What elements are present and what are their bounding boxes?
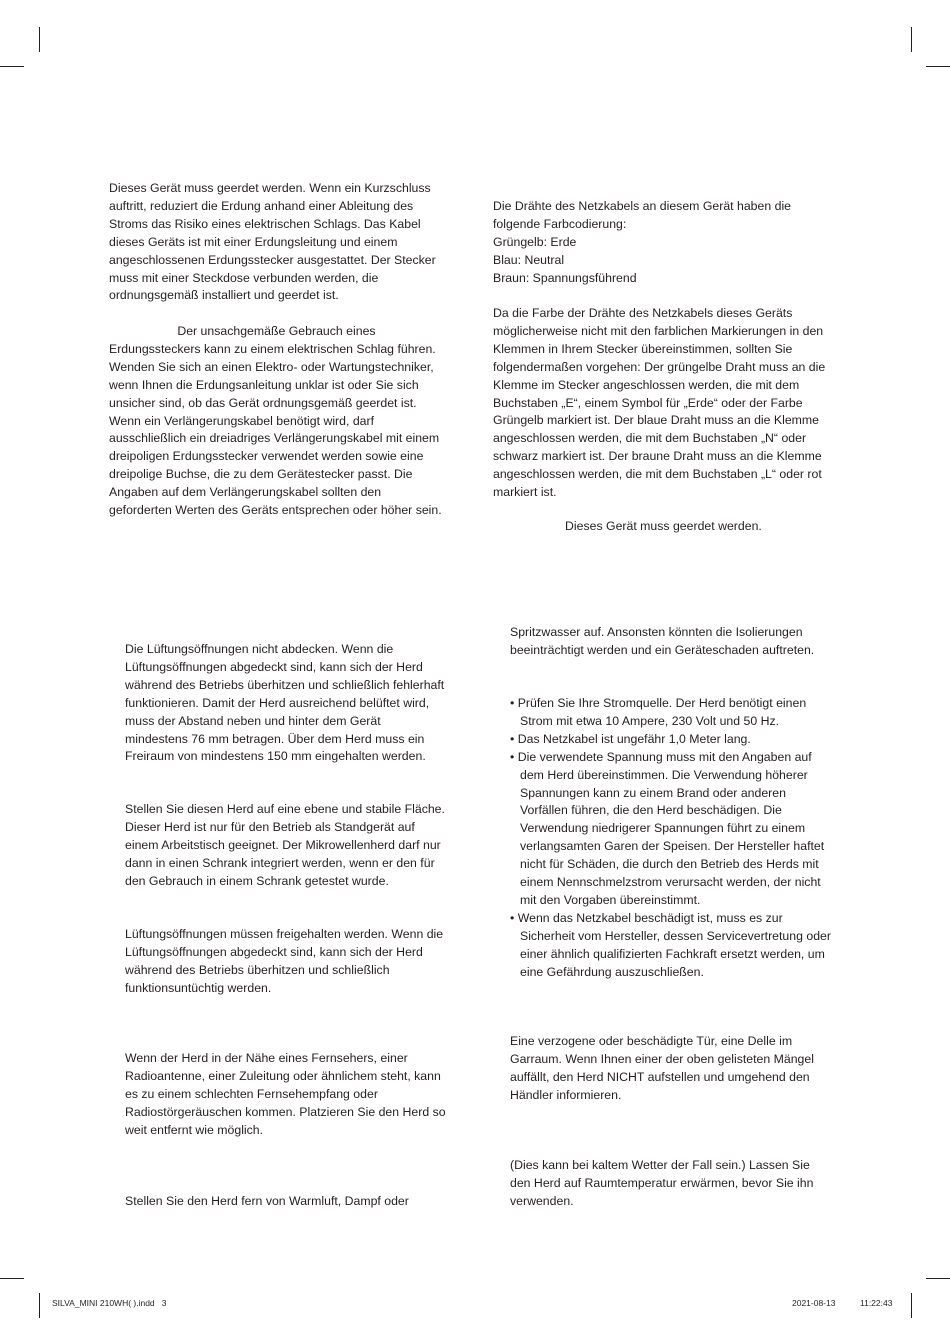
crop-mark-top-left-vertical [39, 27, 40, 52]
heat-steam-paragraph: Stellen Sie den Herd fern von Warmluft, Dampf oder [125, 1194, 409, 1208]
crop-mark-top-right-horizontal [926, 66, 950, 67]
ventilation-clearance-paragraph: Die Lüftungsöffnungen nicht abdecken. Wenn die Lüftungsöffnungen abgedeckt sind, kann sich der Herd während des Betriebs überhitzen und schließlich fehlerhaft funktionieren. Damit der Herd ausreichend belüftet wird, muss der Abstand neben und hinter dem Gerät mindestens 76 mm betragen. Über dem Herd muss ein Freiraum von mindestens 150 mm eingehalten werden. [125, 642, 445, 764]
crop-mark-bottom-left-vertical [39, 1293, 40, 1318]
grounding-instruction-paragraph: Dieses Gerät muss geerdet werden. Wenn ein Kurzschluss auftritt, reduziert die Erdung anhand einer Ableitung des Stroms das Risiko eines elektrischen Schlags. Das Kabel dieses Geräts ist mit einer Erdungsleitung und einem angeschlossenen Erdungsstecker ausgestattet. Der Stecker muss mit einer Steckdose verbunden werden, die ordnungsgemäß installiert und geerdet ist. [109, 181, 436, 303]
list-item: • Das Netzkabel ist ungefähr 1,0 Meter lang. [510, 731, 751, 746]
cold-weather-paragraph: (Dies kann bei kaltem Wetter der Fall sein.) Lassen Sie den Herd auf Raumtemperatur erwärmen, bevor Sie ihn verwenden. [510, 1158, 814, 1208]
slug-time: 11:22:43 [860, 1298, 893, 1308]
wire-connection-paragraph: Da die Farbe der Drähte des Netzkabels dieses Geräts möglicherweise nicht mit den farblichen Markierungen in den Klemmen in Ihrem Stecker übereinstimmen, sollten Sie folgendermaßen vorgehen: Der grüngelbe Draht muss an die Klemme im Stecker angeschlossen werden, die mit dem Buchstaben „E“, einem Symbol für „Erde“ oder der Farbe Grüngelb markiert ist. Der blaue Draht muss an die Klemme angeschlossen werden, die mit dem Buchstaben „N“ oder schwarz markiert ist. Der braune Draht muss an die Klemme angeschlossen werden, die mit dem Buchstaben „L“ oder rot markiert ist. [493, 306, 826, 500]
splash-water-paragraph: Spritzwasser auf. Ansonsten könnten die Isolierungen beeinträchtigt werden und ein Geräteschaden auftreten. [510, 625, 815, 657]
crop-mark-top-right-vertical [911, 27, 912, 52]
crop-mark-bottom-right-horizontal [926, 1278, 950, 1279]
list-item: • Die verwendete Spannung muss mit den Angaben auf dem Herd übereinstimmen. Die Verwendung höherer Spannungen kann zu einem Brand oder anderen Vorfällen führen, die den Herd beschädigen. Die Verwendung niedrigerer Spannungen führt zu einem verlangsamten Garen der Speisen. Der Hersteller haftet nicht für Schäden, die durch den Betrieb des Herds mit einem Nennschmelzstrom verursacht werden, der nicht mit den Vorgaben übereinstimmt. [510, 749, 825, 907]
crop-mark-bottom-right-vertical [911, 1293, 912, 1318]
interference-paragraph: Wenn der Herd in der Nähe eines Fernsehers, einer Radioantenne, einer Zuleitung oder ähnlichem steht, kann es zu einem schlechten Fernsehempfang oder Radiostörgeräuschen kommen. Platzieren Sie den Herd so weit entfernt wie möglich. [125, 1051, 446, 1137]
slug-date: 2021-08-13 [792, 1298, 836, 1308]
grounding-notice-centered: Dieses Gerät muss geerdet werden. [565, 519, 762, 533]
list-item: • Wenn das Netzkabel beschädigt ist, muss es zur Sicherheit vom Hersteller, dessen Servicevertretung oder einer ähnlich qualifizierten Fachkraft ersetzt werden, um eine Gefährdung auszuschließen. [510, 910, 831, 979]
slug-file-name: SILVA_MINI 210WH( ).indd 3 [52, 1298, 167, 1308]
damaged-door-paragraph: Eine verzogene oder beschädigte Tür, eine Delle im Garraum. Wenn Ihnen einer der oben gelisteten Mängel auffällt, den Herd NICHT aufstellen und umgehend den Händler informieren. [510, 1034, 814, 1102]
wire-color-code-paragraph: Die Drähte des Netzkabels an diesem Gerät haben die folgende Farbcodierung: Grüngelb: Erde Blau: Neutral Braun: Spannungsführend [493, 199, 792, 285]
ventilation-openings-paragraph: Lüftungsöffnungen müssen freigehalten werden. Wenn die Lüftungsöffnungen abgedeckt sind, kann sich der Herd während des Betriebs überhitzen und schließlich funktionsuntüchtig werden. [125, 927, 444, 995]
power-requirements-list [510, 695, 850, 982]
grounding-plug-warning-paragraph: Der unsachgemäße Gebrauch eines Erdungssteckers kann zu einem elektrischen Schlag führen. Wenden Sie sich an einen Elektro- oder Wartungstechniker, wenn Ihnen die Erdungsanleitung unklar ist oder Sie sich unsicher sind, ob das Gerät ordnungsgemäß geerdet ist. Wenn ein Verlängerungskabel benötigt wird, darf ausschließlich ein dreiadriges Verlängerungskabel mit einem dreipoligen Erdungsstecker verwendet werden sowie eine dreipolige Buchse, die zu dem Gerätestecker passt. Die Angaben auf dem Verlängerungskabel sollten den geforderten Werten des Geräts entsprechen oder höher sein. [109, 324, 442, 518]
crop-mark-top-left-horizontal [0, 66, 24, 67]
crop-mark-bottom-left-horizontal [0, 1278, 24, 1279]
list-item: • Prüfen Sie Ihre Stromquelle. Der Herd benötigt einen Strom mit etwa 10 Ampere, 230 Volt und 50 Hz. [510, 696, 807, 728]
placement-surface-paragraph: Stellen Sie diesen Herd auf eine ebene und stabile Fläche. Dieser Herd ist nur für den Betrieb als Standgerät auf einem Arbeitstisch geeignet. Der Mikrowellenherd darf nur dann in einen Schrank integriert werden, wenn er den für den Gebrauch in einem Schrank getestet wurde. [125, 802, 445, 888]
